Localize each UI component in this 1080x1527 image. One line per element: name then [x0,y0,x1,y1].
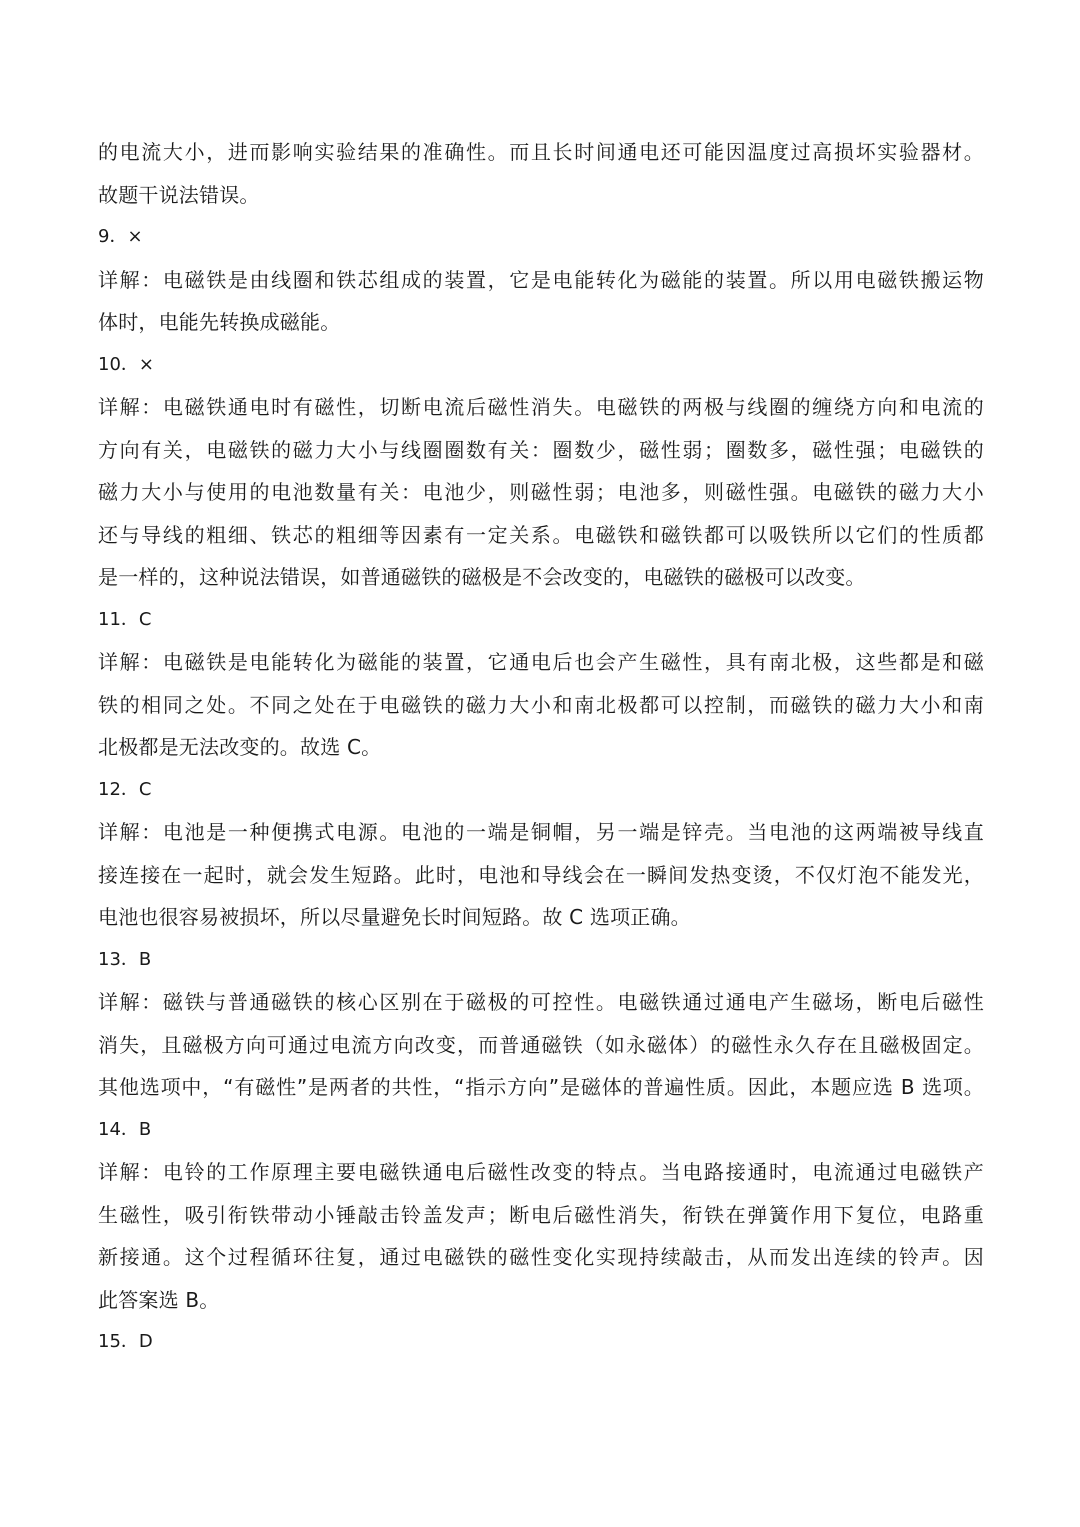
question-number: 11．C [98,608,152,630]
text-line: 接连接在一起时，就会发生短路。此时，电池和导线会在一瞬间发热变烫，不仅灯泡不能发光， [98,862,984,887]
text-line: 消失，且磁极方向可通过电流方向改变，而普通磁铁（如永磁体）的磁性永久存在且磁极固定。 [98,1032,984,1057]
text-line: 故题干说法错误。 [98,182,260,207]
text-line: 其他选项中，“有磁性”是两者的共性，“指示方向”是磁体的普遍性质。因此，本题应选 B 选项。 [98,1075,984,1099]
text-line: 详解：电池是一种便携式电源。电池的一端是铜帽，另一端是锌壳。当电池的这两端被导线直 [98,820,984,844]
text-line: 磁力大小与使用的电池数量有关：电池少，则磁性弱；电池多，则磁性强。电磁铁的磁力大小 [98,480,984,504]
text-line: 详解：电磁铁通电时有磁性，切断电流后磁性消失。电磁铁的两极与线圈的缠绕方向和电流的 [98,395,984,419]
text-line: 的电流大小，进而影响实验结果的准确性。而且长时间通电还可能因温度过高损坏实验器材。 [98,140,984,164]
text-line: 新接通。这个过程循环往复，通过电磁铁的磁性变化实现持续敲击，从而发出连续的铃声。因 [98,1245,984,1269]
text-line: 详解：电磁铁是电能转化为磁能的装置，它通电后也会产生磁性，具有南北极，这些都是和磁 [98,650,984,674]
text-line: 电池也很容易被损坏，所以尽量避免长时间短路。故 C 选项正确。 [98,905,691,929]
text-line: 详解：电磁铁是由线圈和铁芯组成的装置，它是电能转化为磁能的装置。所以用电磁铁搬运物 [98,267,984,292]
text-line: 详解：磁铁与普通磁铁的核心区别在于磁极的可控性。电磁铁通过通电产生磁场，断电后磁性 [98,990,984,1014]
question-number: 15．D [98,1331,153,1352]
text-line: 此答案选 B。 [98,1287,220,1312]
text-line: 生磁性，吸引衔铁带动小锤敲击铃盖发声；断电后磁性消失，衔铁在弹簧作用下复位，电路重 [98,1202,984,1227]
text-line: 北极都是无法改变的。故选 C。 [98,735,382,759]
question-number: 12．C [98,778,152,800]
text-line: 还与导线的粗细、铁芯的粗细等因素有一定关系。电磁铁和磁铁都可以吸铁所以它们的性质都 [98,522,984,547]
text-line: 铁的相同之处。不同之处在于电磁铁的磁力大小和南北极都可以控制，而磁铁的磁力大小和南 [98,692,984,717]
question-number: 13．B [98,948,152,970]
question-number: 9．× [98,226,143,247]
answer-page [98,131,984,1364]
question-number: 10．× [98,353,154,375]
text-line: 详解：电铃的工作原理主要电磁铁通电后磁性改变的特点。当电路接通时，电流通过电磁铁产 [98,1160,984,1184]
question-number: 14．B [98,1118,152,1140]
text-line: 体时，电能先转换成磁能。 [98,310,341,334]
text-line: 是一样的，这种说法错误，如普通磁铁的磁极是不会改变的，电磁铁的磁极可以改变。 [98,565,866,589]
text-line: 方向有关，电磁铁的磁力大小与线圈圈数有关：圈数少，磁性弱；圈数多，磁性强；电磁铁的 [98,437,984,462]
